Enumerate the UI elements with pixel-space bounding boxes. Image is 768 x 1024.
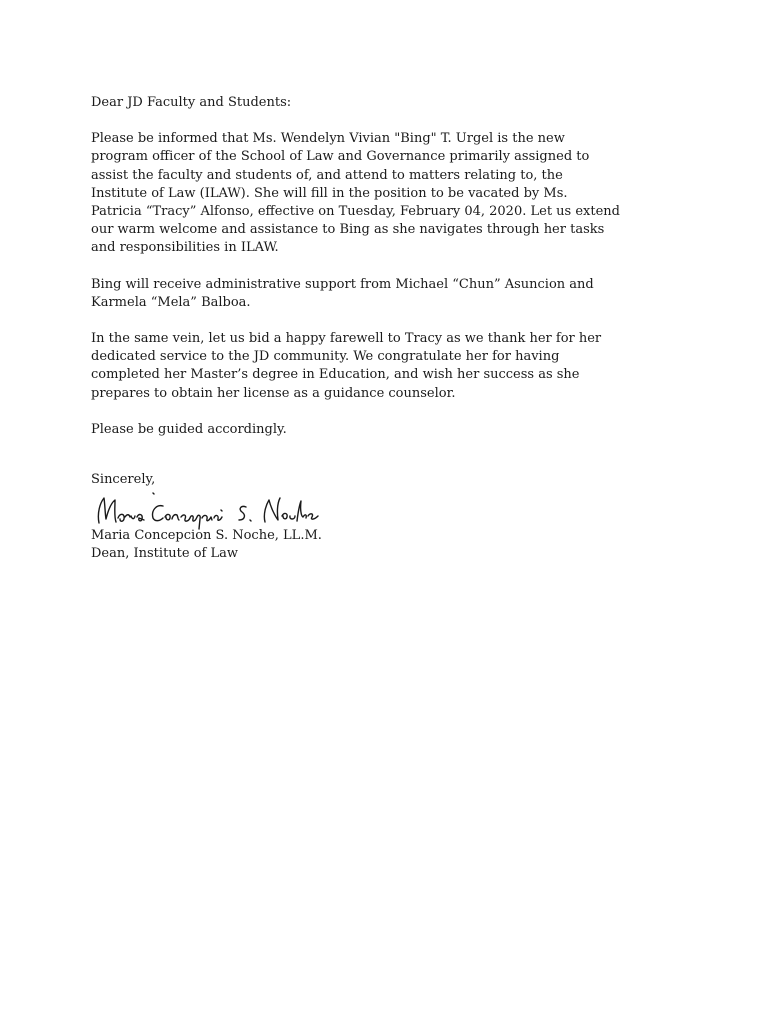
closing: Sincerely, [91, 472, 156, 488]
paragraph-farewell: In the same vein, let us bid a happy farewell to Tracy as we thank her for her dedicated service to the JD community. We congratulate her for having completed her Master’s degree in Education, and wish her success as she prepares to obtain her license as a guidance counselor. [91, 331, 602, 401]
paragraph-guidance: Please be guided accordingly. [91, 421, 287, 437]
paragraph-support: Bing will receive administrative support from Michael “Chun” Asuncion and Karmela “Mela” Balboa. [91, 276, 594, 310]
letter [91, 94, 691, 564]
paragraph-introduction: Please be informed that Ms. Wendelyn Vivian "Bing" T. Urgel is the new program officer of the School of Law and Governance primarily assigned to assist the faculty and students of, and attend to matters relating to, the Institute of Law (ILAW). She will fill in the position to be vacated by Ms. Patricia “Tracy” Alfonso, effective on Tuesday, February 04, 2020. Let us extend our warm welcome and assistance to Bing as she navigates through her tasks and responsibilities in ILAW. [91, 131, 620, 256]
signatory-name: Maria Concepcion S. Noche, LL.M. [91, 528, 322, 544]
salutation: Dear JD Faculty and Students: [91, 95, 292, 110]
signatory-title: Dean, Institute of Law [91, 546, 238, 562]
